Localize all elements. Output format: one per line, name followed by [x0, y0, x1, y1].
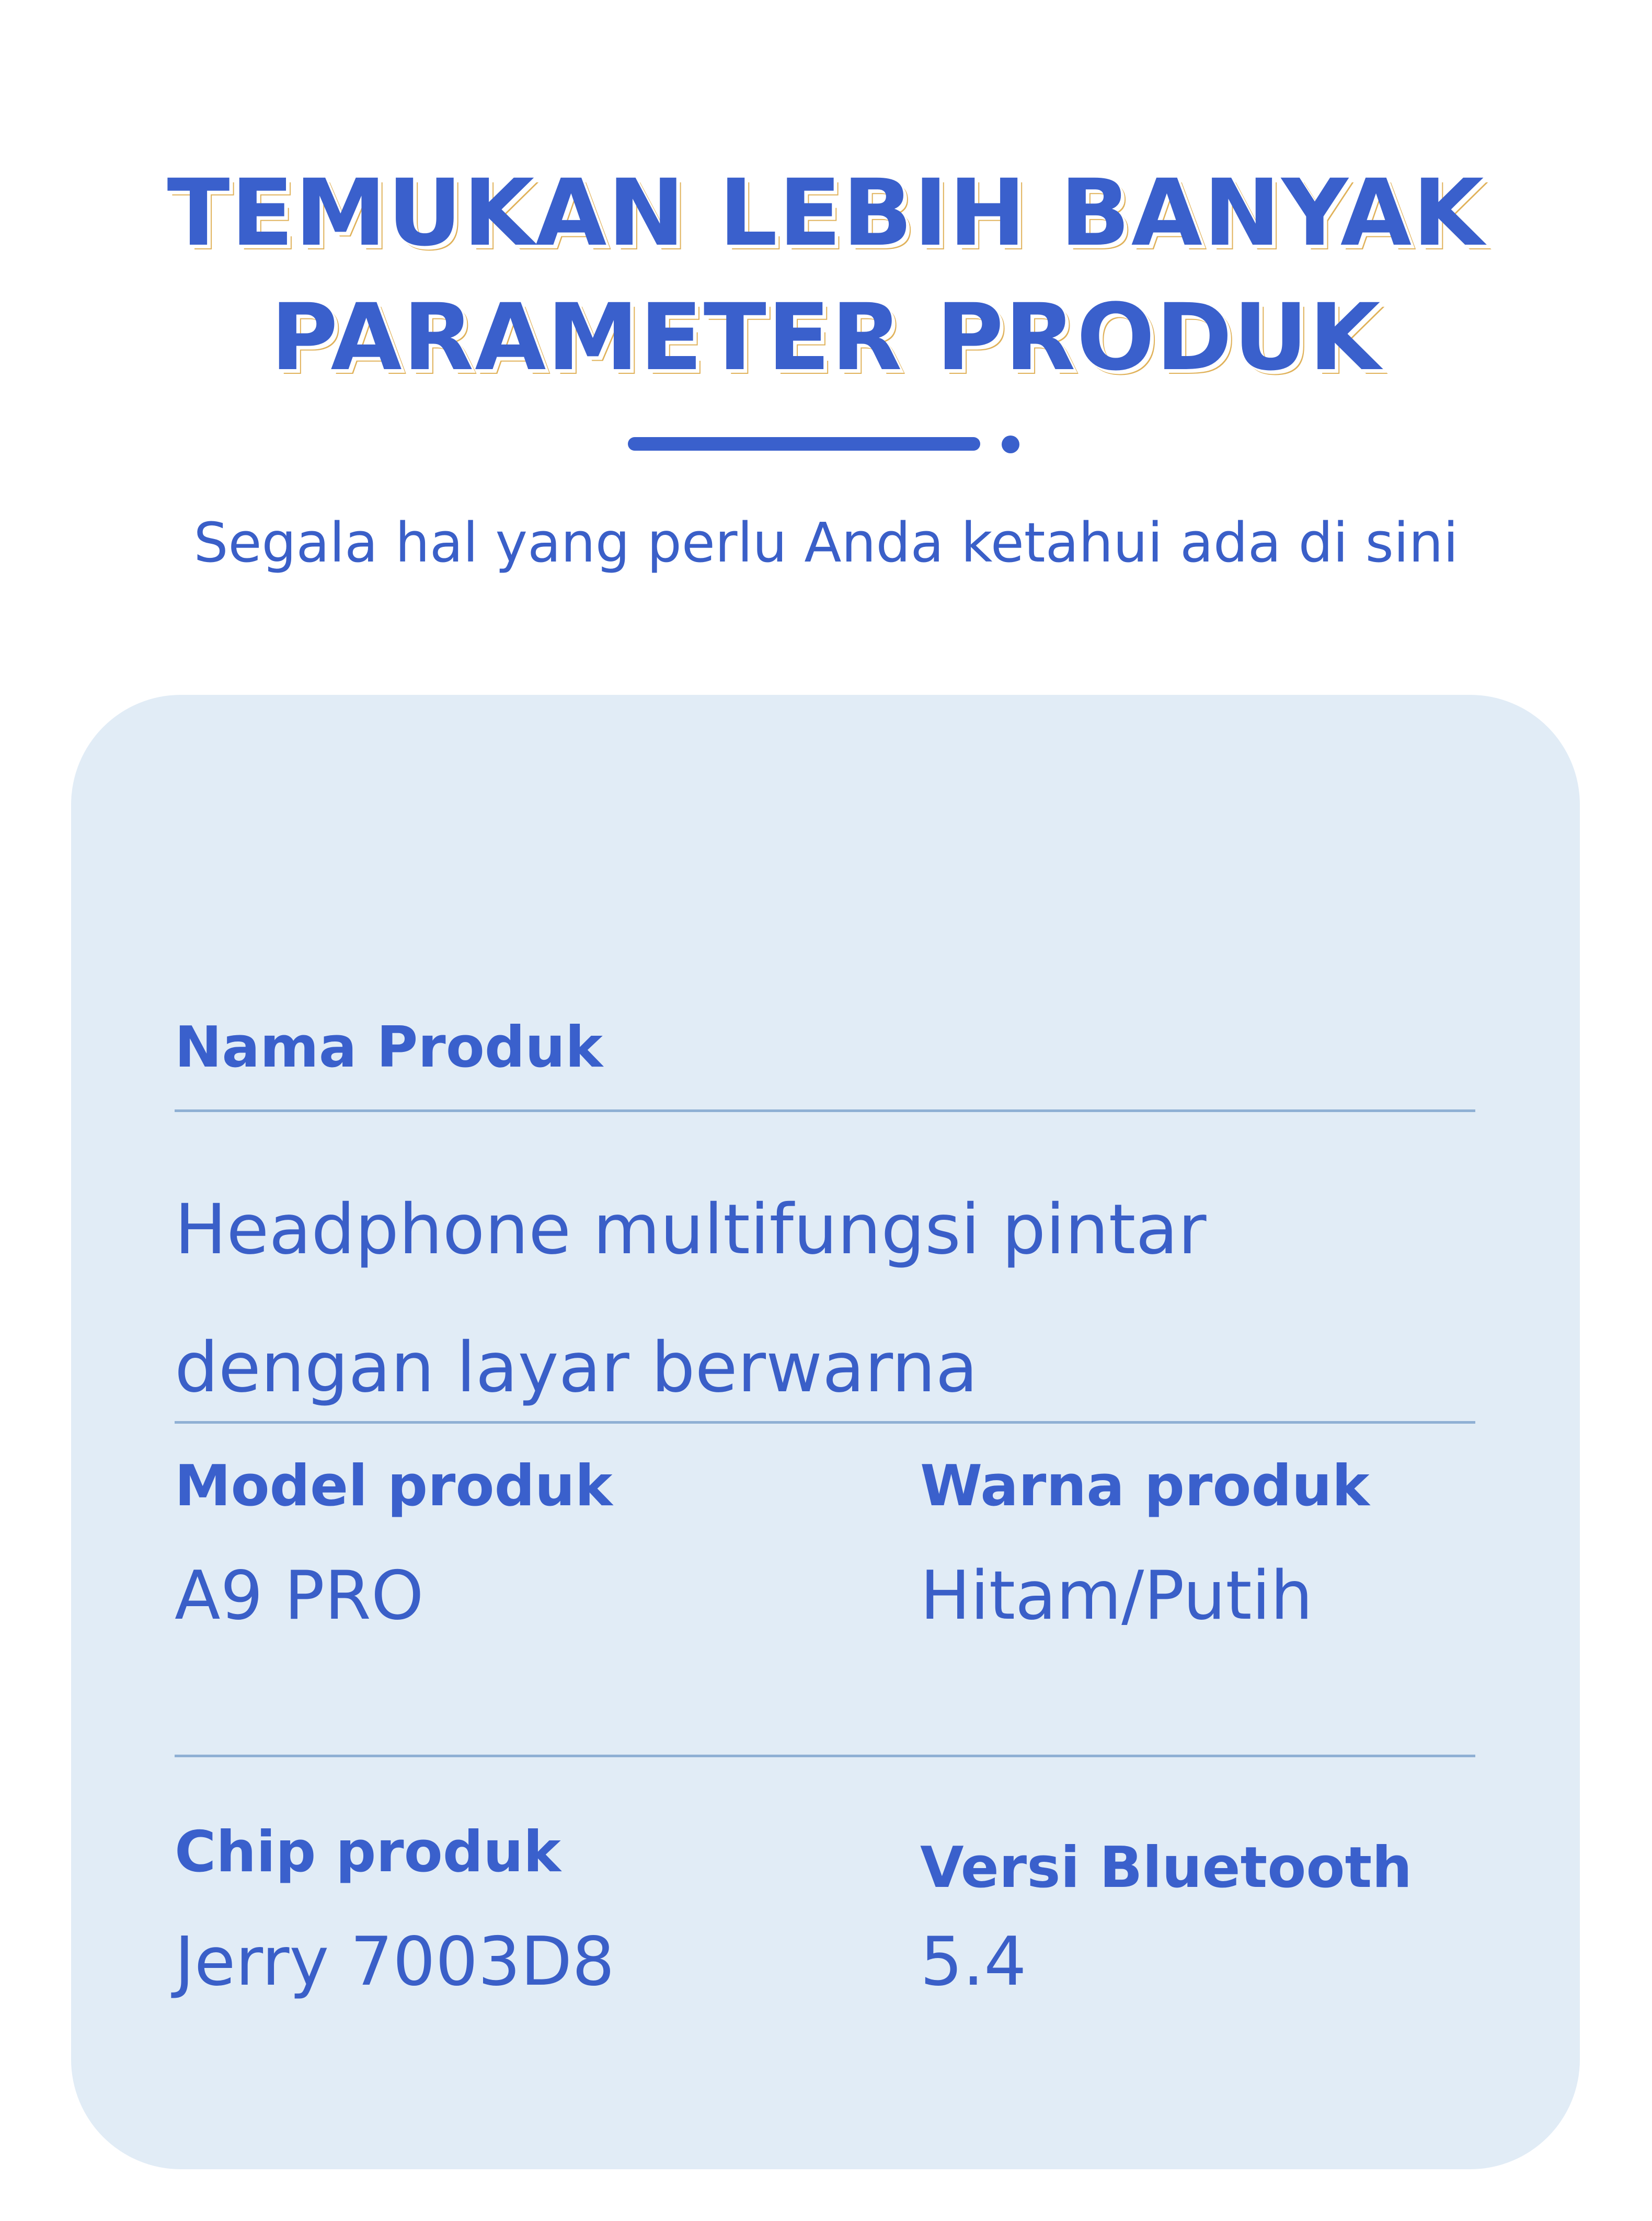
chip-label: Chip produk [175, 1819, 561, 1885]
subtitle: Segala hal yang perlu Anda ketahui ada di sini [193, 511, 1459, 575]
model-label: Model produk [175, 1453, 613, 1519]
product-name-label: Nama Produk [175, 1015, 603, 1080]
divider-rule [175, 1109, 1475, 1112]
color-value: Hitam/Putih [920, 1557, 1313, 1635]
headline-line-2: PARAMETER PRODUK [270, 284, 1382, 391]
bluetooth-value: 5.4 [920, 1923, 1027, 2001]
product-name-value: Headphone multifungsi pintar dengan layar berwarna [175, 1189, 1207, 1408]
color-label: Warna produk [920, 1453, 1370, 1519]
headline-line-1: TEMUKAN LEBIH BANYAK [167, 159, 1485, 267]
divider-rule [175, 1755, 1475, 1757]
chip-value: Jerry 7003D8 [175, 1923, 615, 2001]
divider-rule [175, 1421, 1475, 1424]
title-divider-dot [1002, 436, 1019, 453]
title-divider-bar [628, 437, 980, 451]
bluetooth-label: Versi Bluetooth [920, 1835, 1413, 1901]
model-value: A9 PRO [175, 1557, 424, 1635]
